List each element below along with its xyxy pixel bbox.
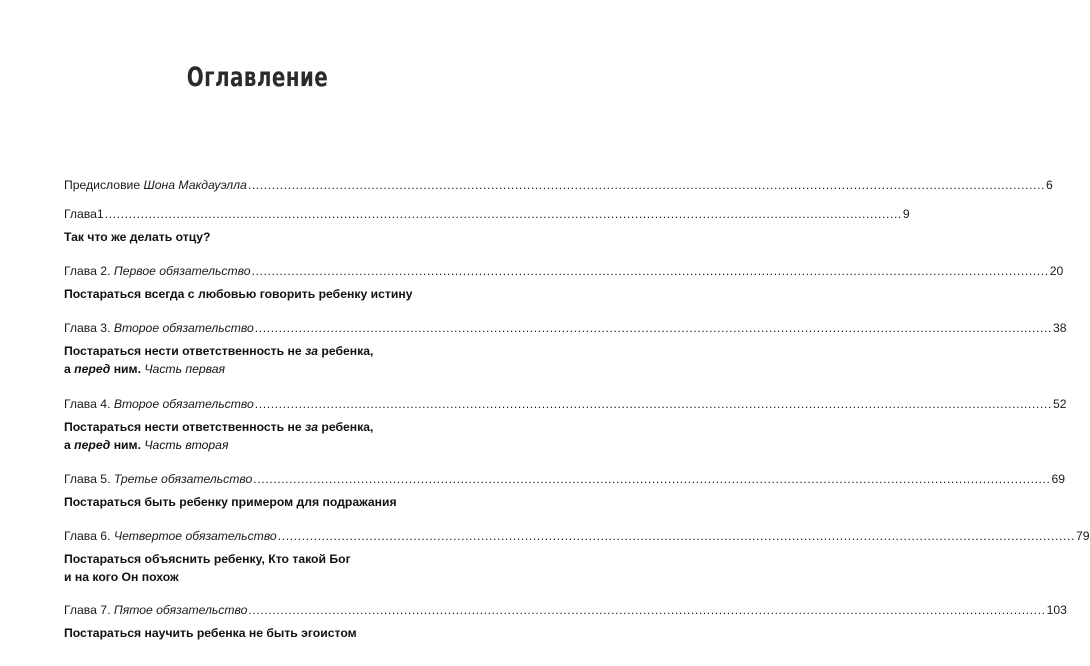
toc-label: Глава 2. [64,264,114,278]
toc-page-number: 38 [1052,321,1067,335]
toc-entry-chapter-2[interactable] [64,263,1064,303]
toc-line [64,471,1066,487]
toc-line [64,528,1090,544]
chapter-subtitle: Постараться объяснить ребенку, Кто такой Бог и на кого Он похож [64,552,351,584]
toc-line [64,602,1067,618]
toc-label-italic: Шона Макдауэлла [143,178,247,192]
leader-dots: ........................................................................................................................................................................................................ [247,178,1046,192]
leader-dots: ........................................................................................................................................................................................................ [254,397,1052,411]
toc-page-number: 69 [1051,472,1066,486]
toc-entry-chapter-3[interactable] [64,320,1067,378]
toc-entry-chapter-6[interactable] [64,528,1090,586]
toc-page-number: 103 [1046,603,1067,617]
chapter-subtitle: Постараться нести ответственность не за ребенка, а перед ним. Часть первая [64,344,374,376]
chapter-subtitle: Постараться нести ответственность не за ребенка, а перед ним. Часть вторая [64,420,374,452]
chapter-subtitle: Постараться научить ребенка не быть эгоистом [64,626,357,640]
chapter-subtitle: Так что же делать отцу? [64,230,211,244]
toc-label-italic: Пятое обязательство [113,603,248,617]
toc-entry-chapter-4[interactable] [64,396,1067,454]
toc-line [64,320,1067,336]
toc-line [64,177,1053,193]
toc-page-number: 79 [1075,529,1090,543]
toc-page-number: 9 [902,207,910,221]
toc-entry-chapter-5[interactable] [64,471,1066,511]
toc-line [64,396,1067,412]
toc-label-italic: Третье обязательство [113,472,253,486]
leader-dots: ........................................................................................................................................................................................................ [104,207,902,221]
toc-label: Глава 4. [64,397,114,411]
toc-entry-preface[interactable] [64,177,1053,193]
page-title: Оглавление [186,62,329,93]
toc-entry-chapter-7[interactable] [64,602,1067,642]
leader-dots: ........................................................................................................................................................................................................ [277,529,1075,543]
chapter-subtitle: Постараться быть ребенку примером для подражания [64,495,397,509]
toc-line [64,263,1064,279]
toc-label-italic: Второе обязательство [113,321,254,335]
toc-label-italic: Первое обязательство [113,264,251,278]
leader-dots: ........................................................................................................................................................................................................ [253,472,1051,486]
chapter-subtitle: Постараться всегда с любовью говорить ребенку истину [64,287,413,301]
toc-label-italic: Второе обязательство [113,397,254,411]
toc-label: Глава 6. [64,529,114,543]
toc-entry-chapter-1[interactable] [64,206,910,246]
toc-label: Предисловие [64,178,144,192]
leader-dots: ........................................................................................................................................................................................................ [254,321,1052,335]
toc-page-number: 20 [1049,264,1064,278]
toc-label: Глава 3. [64,321,114,335]
toc-page-number: 52 [1052,397,1067,411]
toc-label: Глава 7. [64,603,114,617]
leader-dots: ........................................................................................................................................................................................................ [248,603,1046,617]
toc-label: Глава1 [64,207,104,221]
toc-page-number: 6 [1046,178,1053,192]
leader-dots: ........................................................................................................................................................................................................ [251,264,1049,278]
toc-line [64,206,910,222]
toc-label: Глава 5. [64,472,114,486]
toc-label-italic: Четвертое обязательство [113,529,277,543]
